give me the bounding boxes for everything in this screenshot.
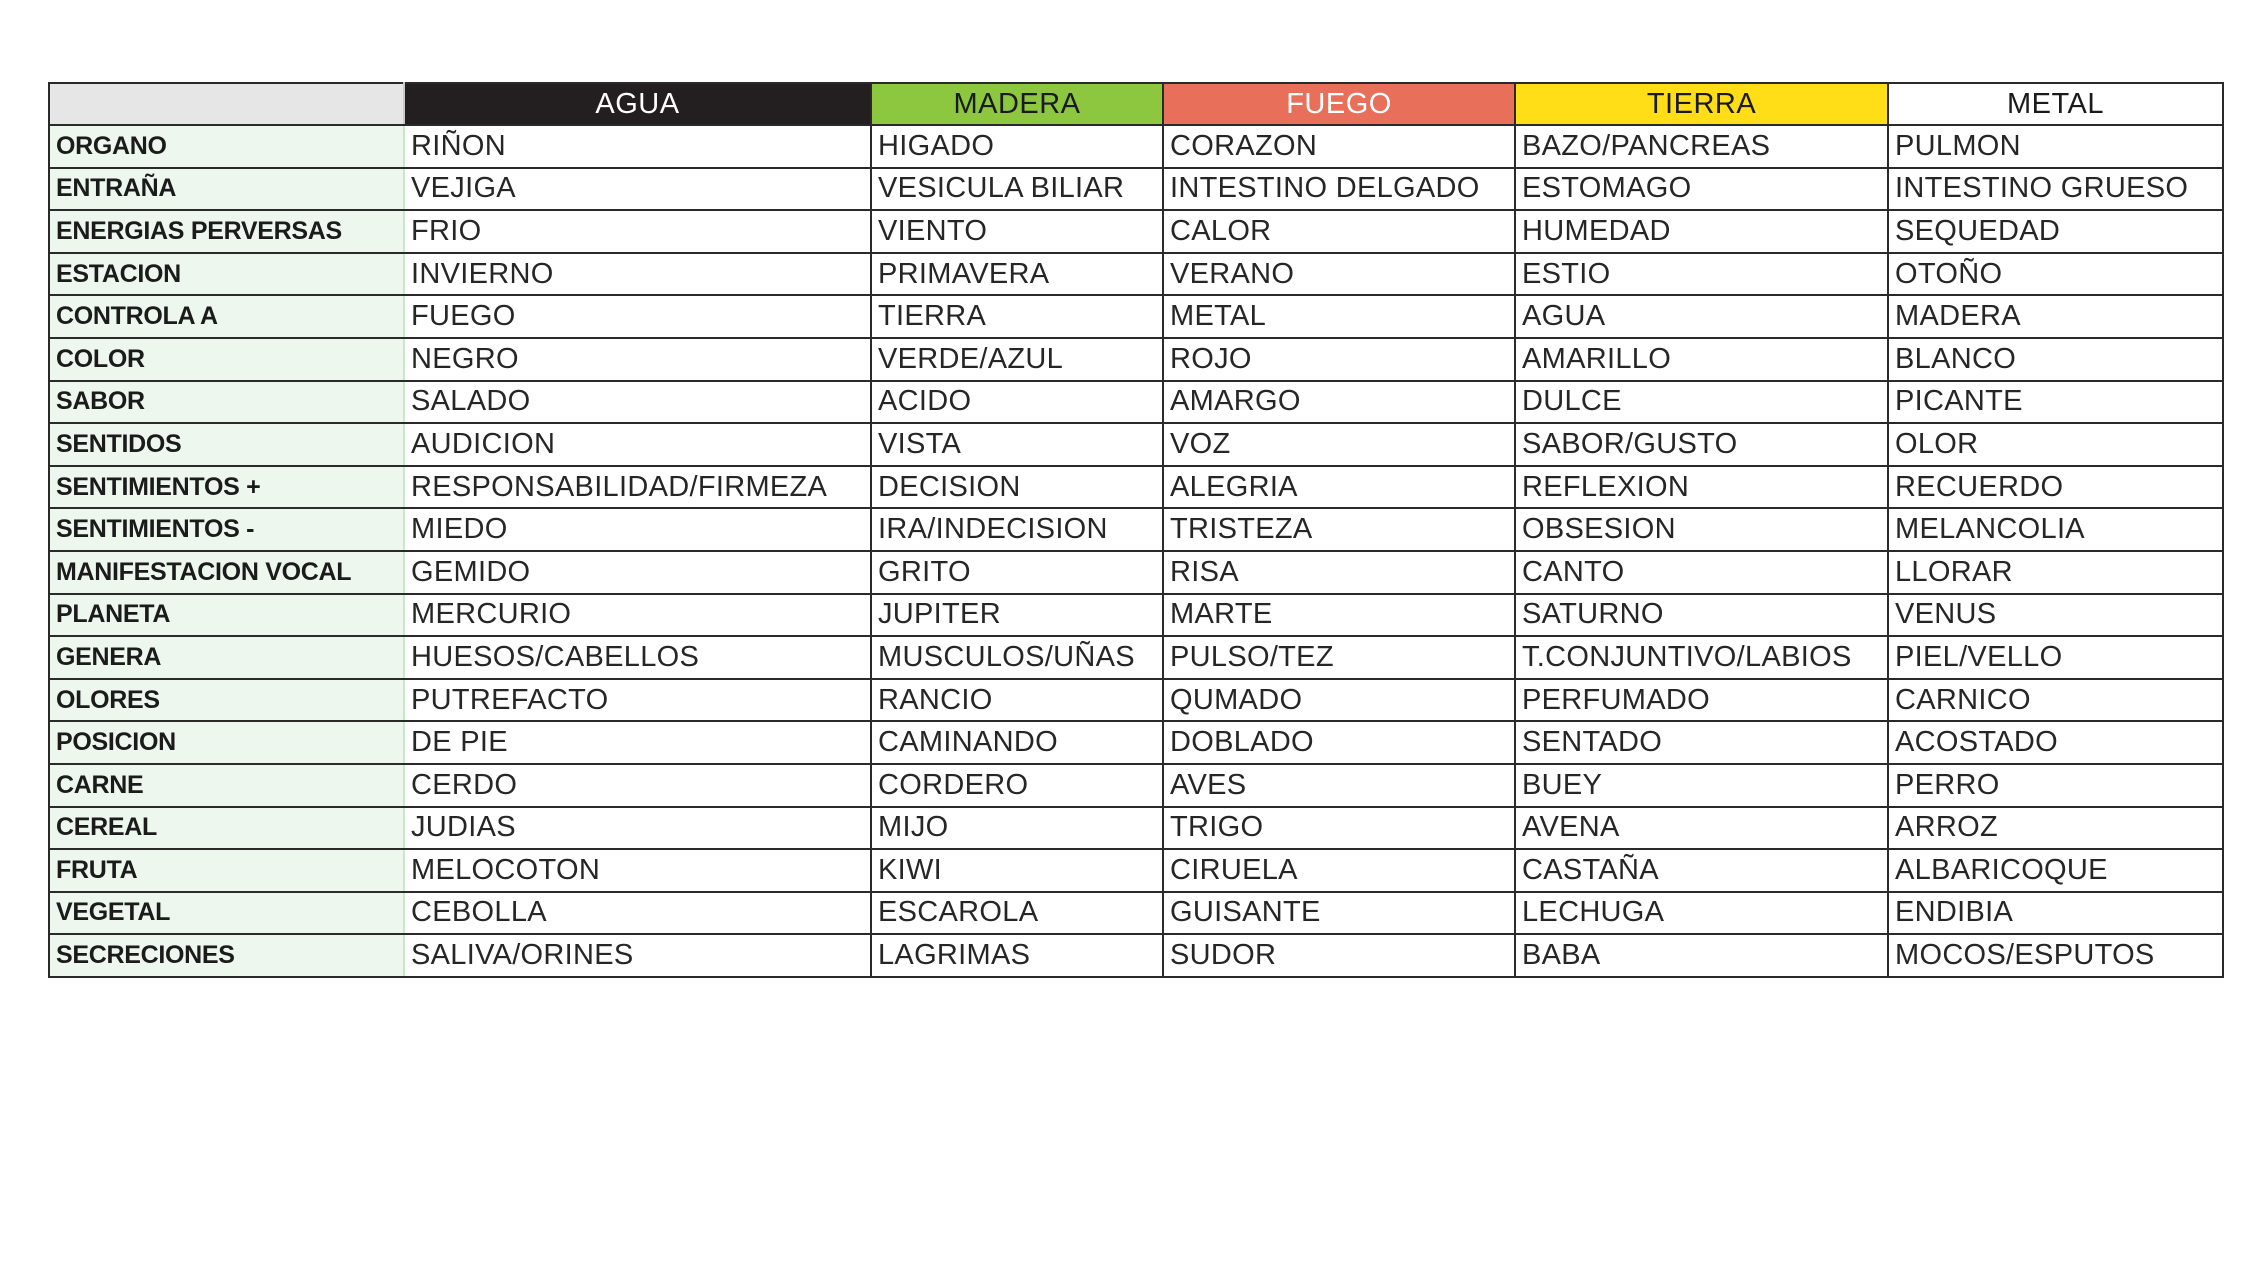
- table-cell: SENTADO: [1515, 721, 1888, 764]
- table-cell: PICANTE: [1888, 381, 2223, 424]
- table-cell: CERDO: [404, 764, 871, 807]
- table-cell: CORDERO: [871, 764, 1163, 807]
- row-label-cereal: CEREAL: [49, 807, 404, 850]
- table-cell: KIWI: [871, 849, 1163, 892]
- table-row: [49, 125, 2223, 168]
- table-cell: SALADO: [404, 381, 871, 424]
- table-cell: RIÑON: [404, 125, 871, 168]
- table-cell: CAMINANDO: [871, 721, 1163, 764]
- table-cell: PULMON: [1888, 125, 2223, 168]
- table-cell: PUTREFACTO: [404, 679, 871, 722]
- row-label-entrana: ENTRAÑA: [49, 168, 404, 211]
- table-row: [49, 253, 2223, 296]
- table-cell: SUDOR: [1163, 934, 1515, 977]
- table-cell: MIJO: [871, 807, 1163, 850]
- table-cell: INTESTINO GRUESO: [1888, 168, 2223, 211]
- row-label-estacion: ESTACION: [49, 253, 404, 296]
- table-cell: BLANCO: [1888, 338, 2223, 381]
- table-cell: ESTIO: [1515, 253, 1888, 296]
- table-cell: SABOR/GUSTO: [1515, 423, 1888, 466]
- table-cell: PULSO/TEZ: [1163, 636, 1515, 679]
- table-row: [49, 508, 2223, 551]
- table-row: [49, 807, 2223, 850]
- table-cell: DECISION: [871, 466, 1163, 509]
- table-row: [49, 295, 2223, 338]
- table-cell: FUEGO: [404, 295, 871, 338]
- table-cell: TRISTEZA: [1163, 508, 1515, 551]
- row-label-energias-perversas: ENERGIAS PERVERSAS: [49, 210, 404, 253]
- table-cell: HUESOS/CABELLOS: [404, 636, 871, 679]
- table-row: [49, 168, 2223, 211]
- table-cell: HUMEDAD: [1515, 210, 1888, 253]
- table-row: [49, 210, 2223, 253]
- table-cell: JUDIAS: [404, 807, 871, 850]
- row-label-sentidos: SENTIDOS: [49, 423, 404, 466]
- table-body: [49, 125, 2223, 977]
- table-cell: VENUS: [1888, 594, 2223, 637]
- table-cell: OLOR: [1888, 423, 2223, 466]
- table-cell: MELOCOTON: [404, 849, 871, 892]
- table-cell: BABA: [1515, 934, 1888, 977]
- table-cell: JUPITER: [871, 594, 1163, 637]
- row-label-color: COLOR: [49, 338, 404, 381]
- column-header-tierra: TIERRA: [1515, 83, 1888, 125]
- header-row: [49, 83, 2223, 125]
- table-cell: RANCIO: [871, 679, 1163, 722]
- table-cell: AUDICION: [404, 423, 871, 466]
- table-cell: ENDIBIA: [1888, 892, 2223, 935]
- row-label-secreciones: SECRECIONES: [49, 934, 404, 977]
- header-corner-cell: [49, 83, 404, 125]
- table-cell: ESTOMAGO: [1515, 168, 1888, 211]
- table-cell: AVENA: [1515, 807, 1888, 850]
- table-cell: QUMADO: [1163, 679, 1515, 722]
- table-row: [49, 381, 2223, 424]
- row-label-planeta: PLANETA: [49, 594, 404, 637]
- table-cell: VEJIGA: [404, 168, 871, 211]
- table-cell: CARNICO: [1888, 679, 2223, 722]
- table-cell: TRIGO: [1163, 807, 1515, 850]
- table-cell: RESPONSABILIDAD/FIRMEZA: [404, 466, 871, 509]
- table-cell: INVIERNO: [404, 253, 871, 296]
- table-cell: HIGADO: [871, 125, 1163, 168]
- table-cell: VERANO: [1163, 253, 1515, 296]
- table-cell: GRITO: [871, 551, 1163, 594]
- row-label-sabor: SABOR: [49, 381, 404, 424]
- table-cell: GUISANTE: [1163, 892, 1515, 935]
- table-cell: MUSCULOS/UÑAS: [871, 636, 1163, 679]
- table-cell: PRIMAVERA: [871, 253, 1163, 296]
- table-row: [49, 892, 2223, 935]
- table-cell: SEQUEDAD: [1888, 210, 2223, 253]
- table-cell: FRIO: [404, 210, 871, 253]
- table-cell: CIRUELA: [1163, 849, 1515, 892]
- row-label-posicion: POSICION: [49, 721, 404, 764]
- table-cell: AVES: [1163, 764, 1515, 807]
- table-cell: SATURNO: [1515, 594, 1888, 637]
- table-cell: LAGRIMAS: [871, 934, 1163, 977]
- table-cell: AGUA: [1515, 295, 1888, 338]
- table-cell: ESCAROLA: [871, 892, 1163, 935]
- table-cell: CEBOLLA: [404, 892, 871, 935]
- table-cell: VISTA: [871, 423, 1163, 466]
- table-cell: MADERA: [1888, 295, 2223, 338]
- row-label-manifestacion-vocal: MANIFESTACION VOCAL: [49, 551, 404, 594]
- table-cell: DULCE: [1515, 381, 1888, 424]
- table-cell: ALBARICOQUE: [1888, 849, 2223, 892]
- table-cell: INTESTINO DELGADO: [1163, 168, 1515, 211]
- table-cell: BUEY: [1515, 764, 1888, 807]
- column-header-fuego: FUEGO: [1163, 83, 1515, 125]
- table-cell: PIEL/VELLO: [1888, 636, 2223, 679]
- row-label-vegetal: VEGETAL: [49, 892, 404, 935]
- table-row: [49, 849, 2223, 892]
- row-label-sentimientos-positivos: SENTIMIENTOS +: [49, 466, 404, 509]
- table-row: [49, 338, 2223, 381]
- column-header-madera: MADERA: [871, 83, 1163, 125]
- table-row: [49, 466, 2223, 509]
- table-cell: MARTE: [1163, 594, 1515, 637]
- table-cell: NEGRO: [404, 338, 871, 381]
- table-cell: ROJO: [1163, 338, 1515, 381]
- table-cell: PERFUMADO: [1515, 679, 1888, 722]
- table-cell: MELANCOLIA: [1888, 508, 2223, 551]
- table-cell: ALEGRIA: [1163, 466, 1515, 509]
- table-cell: DOBLADO: [1163, 721, 1515, 764]
- table-cell: CANTO: [1515, 551, 1888, 594]
- table-cell: OBSESION: [1515, 508, 1888, 551]
- table-header: [49, 83, 2223, 125]
- row-label-organo: ORGANO: [49, 125, 404, 168]
- table-cell: MERCURIO: [404, 594, 871, 637]
- table-cell: RISA: [1163, 551, 1515, 594]
- table-row: [49, 679, 2223, 722]
- column-header-agua: AGUA: [404, 83, 871, 125]
- table-cell: REFLEXION: [1515, 466, 1888, 509]
- table-cell: VERDE/AZUL: [871, 338, 1163, 381]
- row-label-fruta: FRUTA: [49, 849, 404, 892]
- row-label-carne: CARNE: [49, 764, 404, 807]
- five-elements-table: [48, 82, 2224, 978]
- five-elements-sheet: [48, 82, 2222, 978]
- table-cell: CASTAÑA: [1515, 849, 1888, 892]
- table-cell: BAZO/PANCREAS: [1515, 125, 1888, 168]
- table-cell: RECUERDO: [1888, 466, 2223, 509]
- table-cell: AMARGO: [1163, 381, 1515, 424]
- table-cell: CORAZON: [1163, 125, 1515, 168]
- table-cell: VIENTO: [871, 210, 1163, 253]
- table-cell: LLORAR: [1888, 551, 2223, 594]
- table-cell: TIERRA: [871, 295, 1163, 338]
- column-header-metal: METAL: [1888, 83, 2223, 125]
- row-label-olores: OLORES: [49, 679, 404, 722]
- table-row: [49, 721, 2223, 764]
- table-cell: ACIDO: [871, 381, 1163, 424]
- table-cell: IRA/INDECISION: [871, 508, 1163, 551]
- table-cell: ARROZ: [1888, 807, 2223, 850]
- row-label-sentimientos-negativos: SENTIMIENTOS -: [49, 508, 404, 551]
- table-cell: DE PIE: [404, 721, 871, 764]
- table-cell: PERRO: [1888, 764, 2223, 807]
- table-cell: CALOR: [1163, 210, 1515, 253]
- table-cell: METAL: [1163, 295, 1515, 338]
- table-cell: MOCOS/ESPUTOS: [1888, 934, 2223, 977]
- table-cell: VESICULA BILIAR: [871, 168, 1163, 211]
- table-cell: VOZ: [1163, 423, 1515, 466]
- table-cell: T.CONJUNTIVO/LABIOS: [1515, 636, 1888, 679]
- table-row: [49, 636, 2223, 679]
- table-cell: MIEDO: [404, 508, 871, 551]
- table-row: [49, 423, 2223, 466]
- table-row: [49, 764, 2223, 807]
- table-cell: ACOSTADO: [1888, 721, 2223, 764]
- row-label-controla-a: CONTROLA A: [49, 295, 404, 338]
- table-row: [49, 551, 2223, 594]
- table-cell: SALIVA/ORINES: [404, 934, 871, 977]
- row-label-genera: GENERA: [49, 636, 404, 679]
- table-row: [49, 594, 2223, 637]
- table-row: [49, 934, 2223, 977]
- table-cell: LECHUGA: [1515, 892, 1888, 935]
- table-cell: OTOÑO: [1888, 253, 2223, 296]
- table-cell: AMARILLO: [1515, 338, 1888, 381]
- table-cell: GEMIDO: [404, 551, 871, 594]
